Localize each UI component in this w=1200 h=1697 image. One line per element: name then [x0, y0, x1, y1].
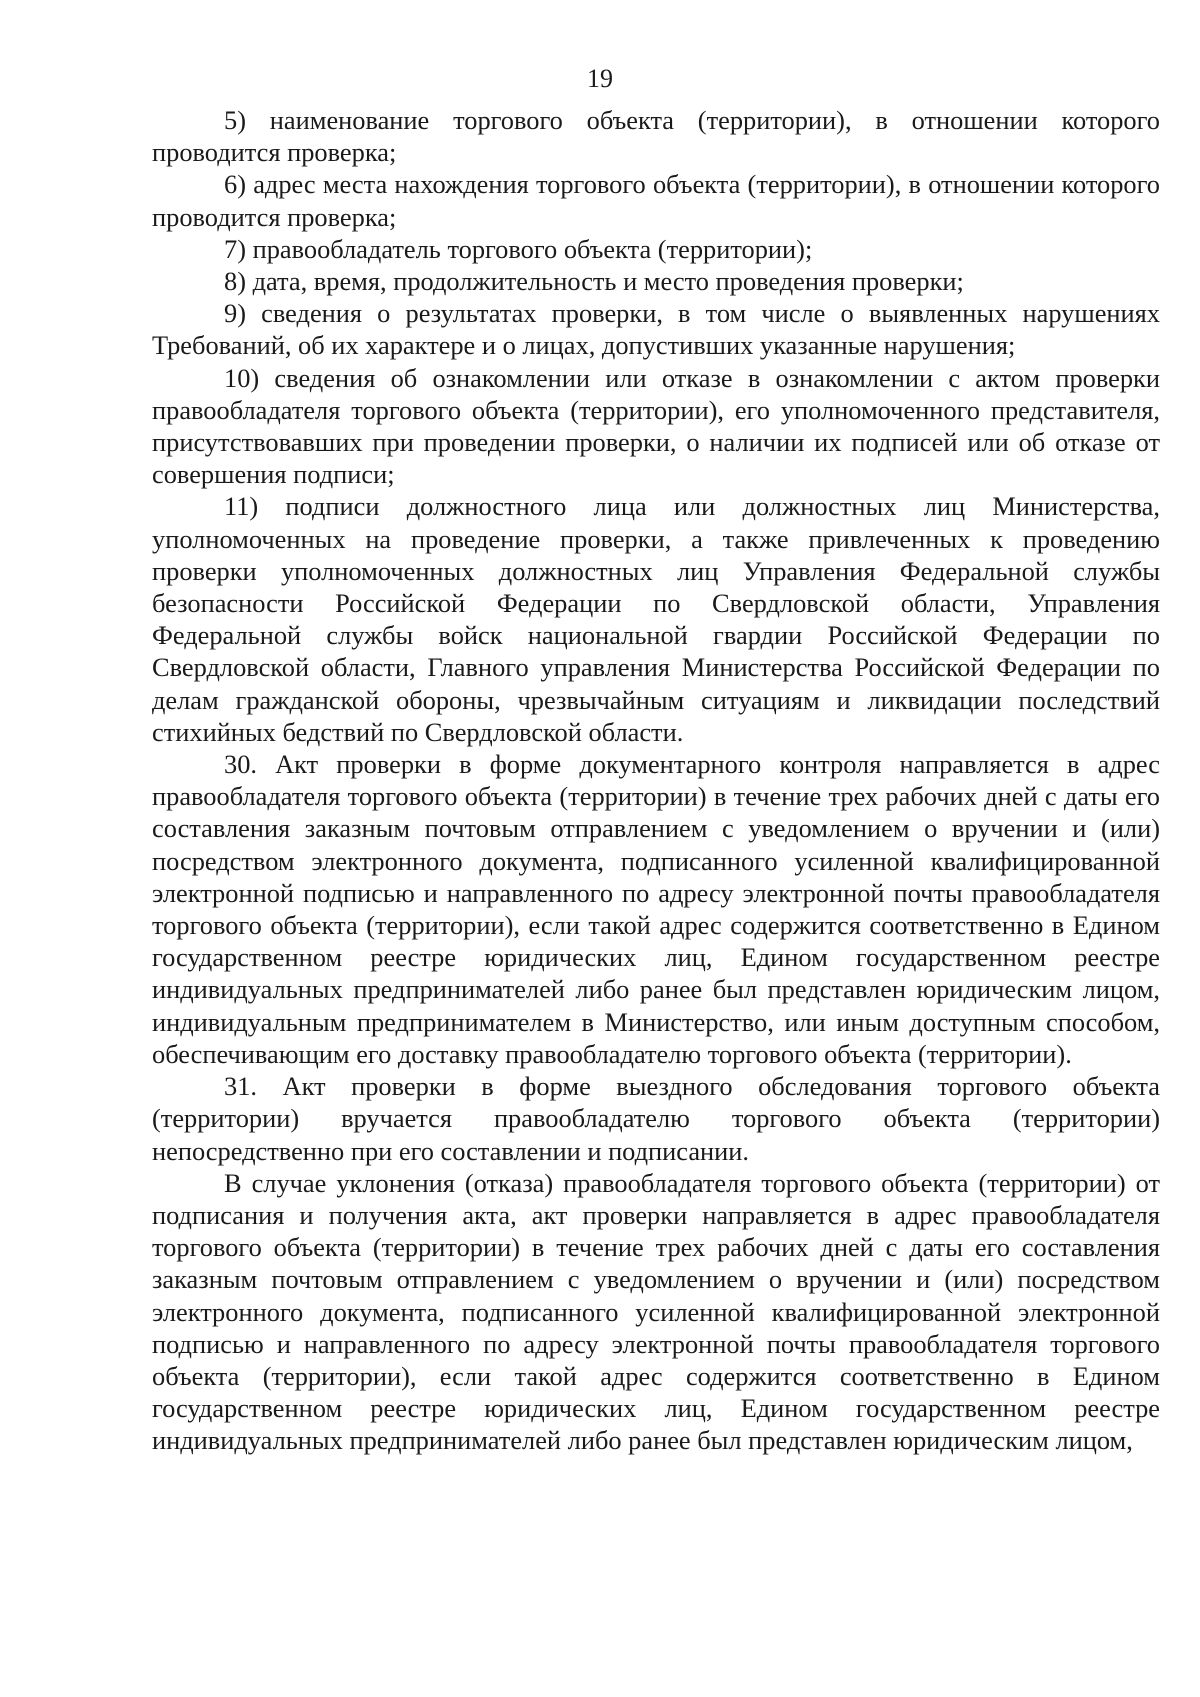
list-item-8: 8) дата, время, продолжительность и место проведения проверки; [224, 266, 964, 297]
list-item-9: 9) сведения о результатах проверки, в том числе о выявленных нарушениях Требований, об их характере и о лицах, допустивших указанные нарушения; [152, 298, 1160, 361]
list-item-10: 10) сведения об ознакомлении или отказе в ознакомлении с актом проверки правообладателя торгового объекта (территории), его уполномоченного представителя, присутствовавших при проведении проверки, о наличии их подписей или об отказе от совершения подписи; [152, 362, 1160, 490]
list-item-6: 6) адрес места нахождения торгового объекта (территории), в отношении которого проводится проверка; [152, 169, 1160, 232]
clause-31: 31. Акт проверки в форме выездного обследования торгового объекта (территории) вручается правообладателю торгового объекта (территории) непосредственно при его составлении и подписании. [152, 1071, 1160, 1166]
list-item-7: 7) правообладатель торгового объекта (территории); [224, 233, 813, 264]
clause-30: 30. Акт проверки в форме документарного контроля направляется в адрес правообладателя торгового объекта (территории) в течение трех рабочих дней с даты его составления заказным почтовым отправлением с уведомлением о вручении и (или) посредством электронного документа, подписанного усиленной квалифицированной электронной подписью и направленного по адресу электронной почты правообладателя торгового объекта (территории), если такой адрес содержится соответственно в Едином государственном реестре юридических лиц, Едином государственном реестре индивидуальных предпринимателей либо ранее был представлен юридическим лицом, индивидуальным предпринимателем в Министерство, или иным доступным способом, обеспечивающим его доставку правообладателю торгового объекта (территории). [152, 749, 1160, 1069]
list-item-11: 11) подписи должностного лица или должностных лиц Министерства, уполномоченных на проведение проверки, а также привлеченных к проведению проверки уполномоченных должностных лиц Управления Федеральной службы безопасности Российской Федерации по Свердловской области, Управления Федеральной службы войск национальной гвардии Российской Федерации по Свердловской области, Главного управления Министерства Российской Федерации по делам гражданской обороны, чрезвычайным ситуациям и ликвидации последствий стихийных бедствий по Свердловской области. [152, 491, 1160, 747]
page-number: 19 [587, 64, 613, 93]
list-item-5: 5) наименование торгового объекта (территории), в отношении которого проводится проверка; [152, 105, 1160, 168]
clause-31-continuation: В случае уклонения (отказа) правообладателя торгового объекта (территории) от подписания и получения акта, акт проверки направляется в адрес правообладателя торгового объекта (территории) в течение трех рабочих дней с даты его составления заказным почтовым отправлением с уведомлением о вручении и (или) посредством электронного документа, подписанного усиленной квалифицированной электронной подписью и направленного по адресу электронной почты правообладателя торгового объекта (территории), если такой адрес содержится соответственно в Едином государственном реестре юридических лиц, Едином государственном реестре индивидуальных предпринимателей либо ранее был представлен юридическим лицом, [152, 1167, 1160, 1456]
document-body [152, 104, 1160, 1457]
